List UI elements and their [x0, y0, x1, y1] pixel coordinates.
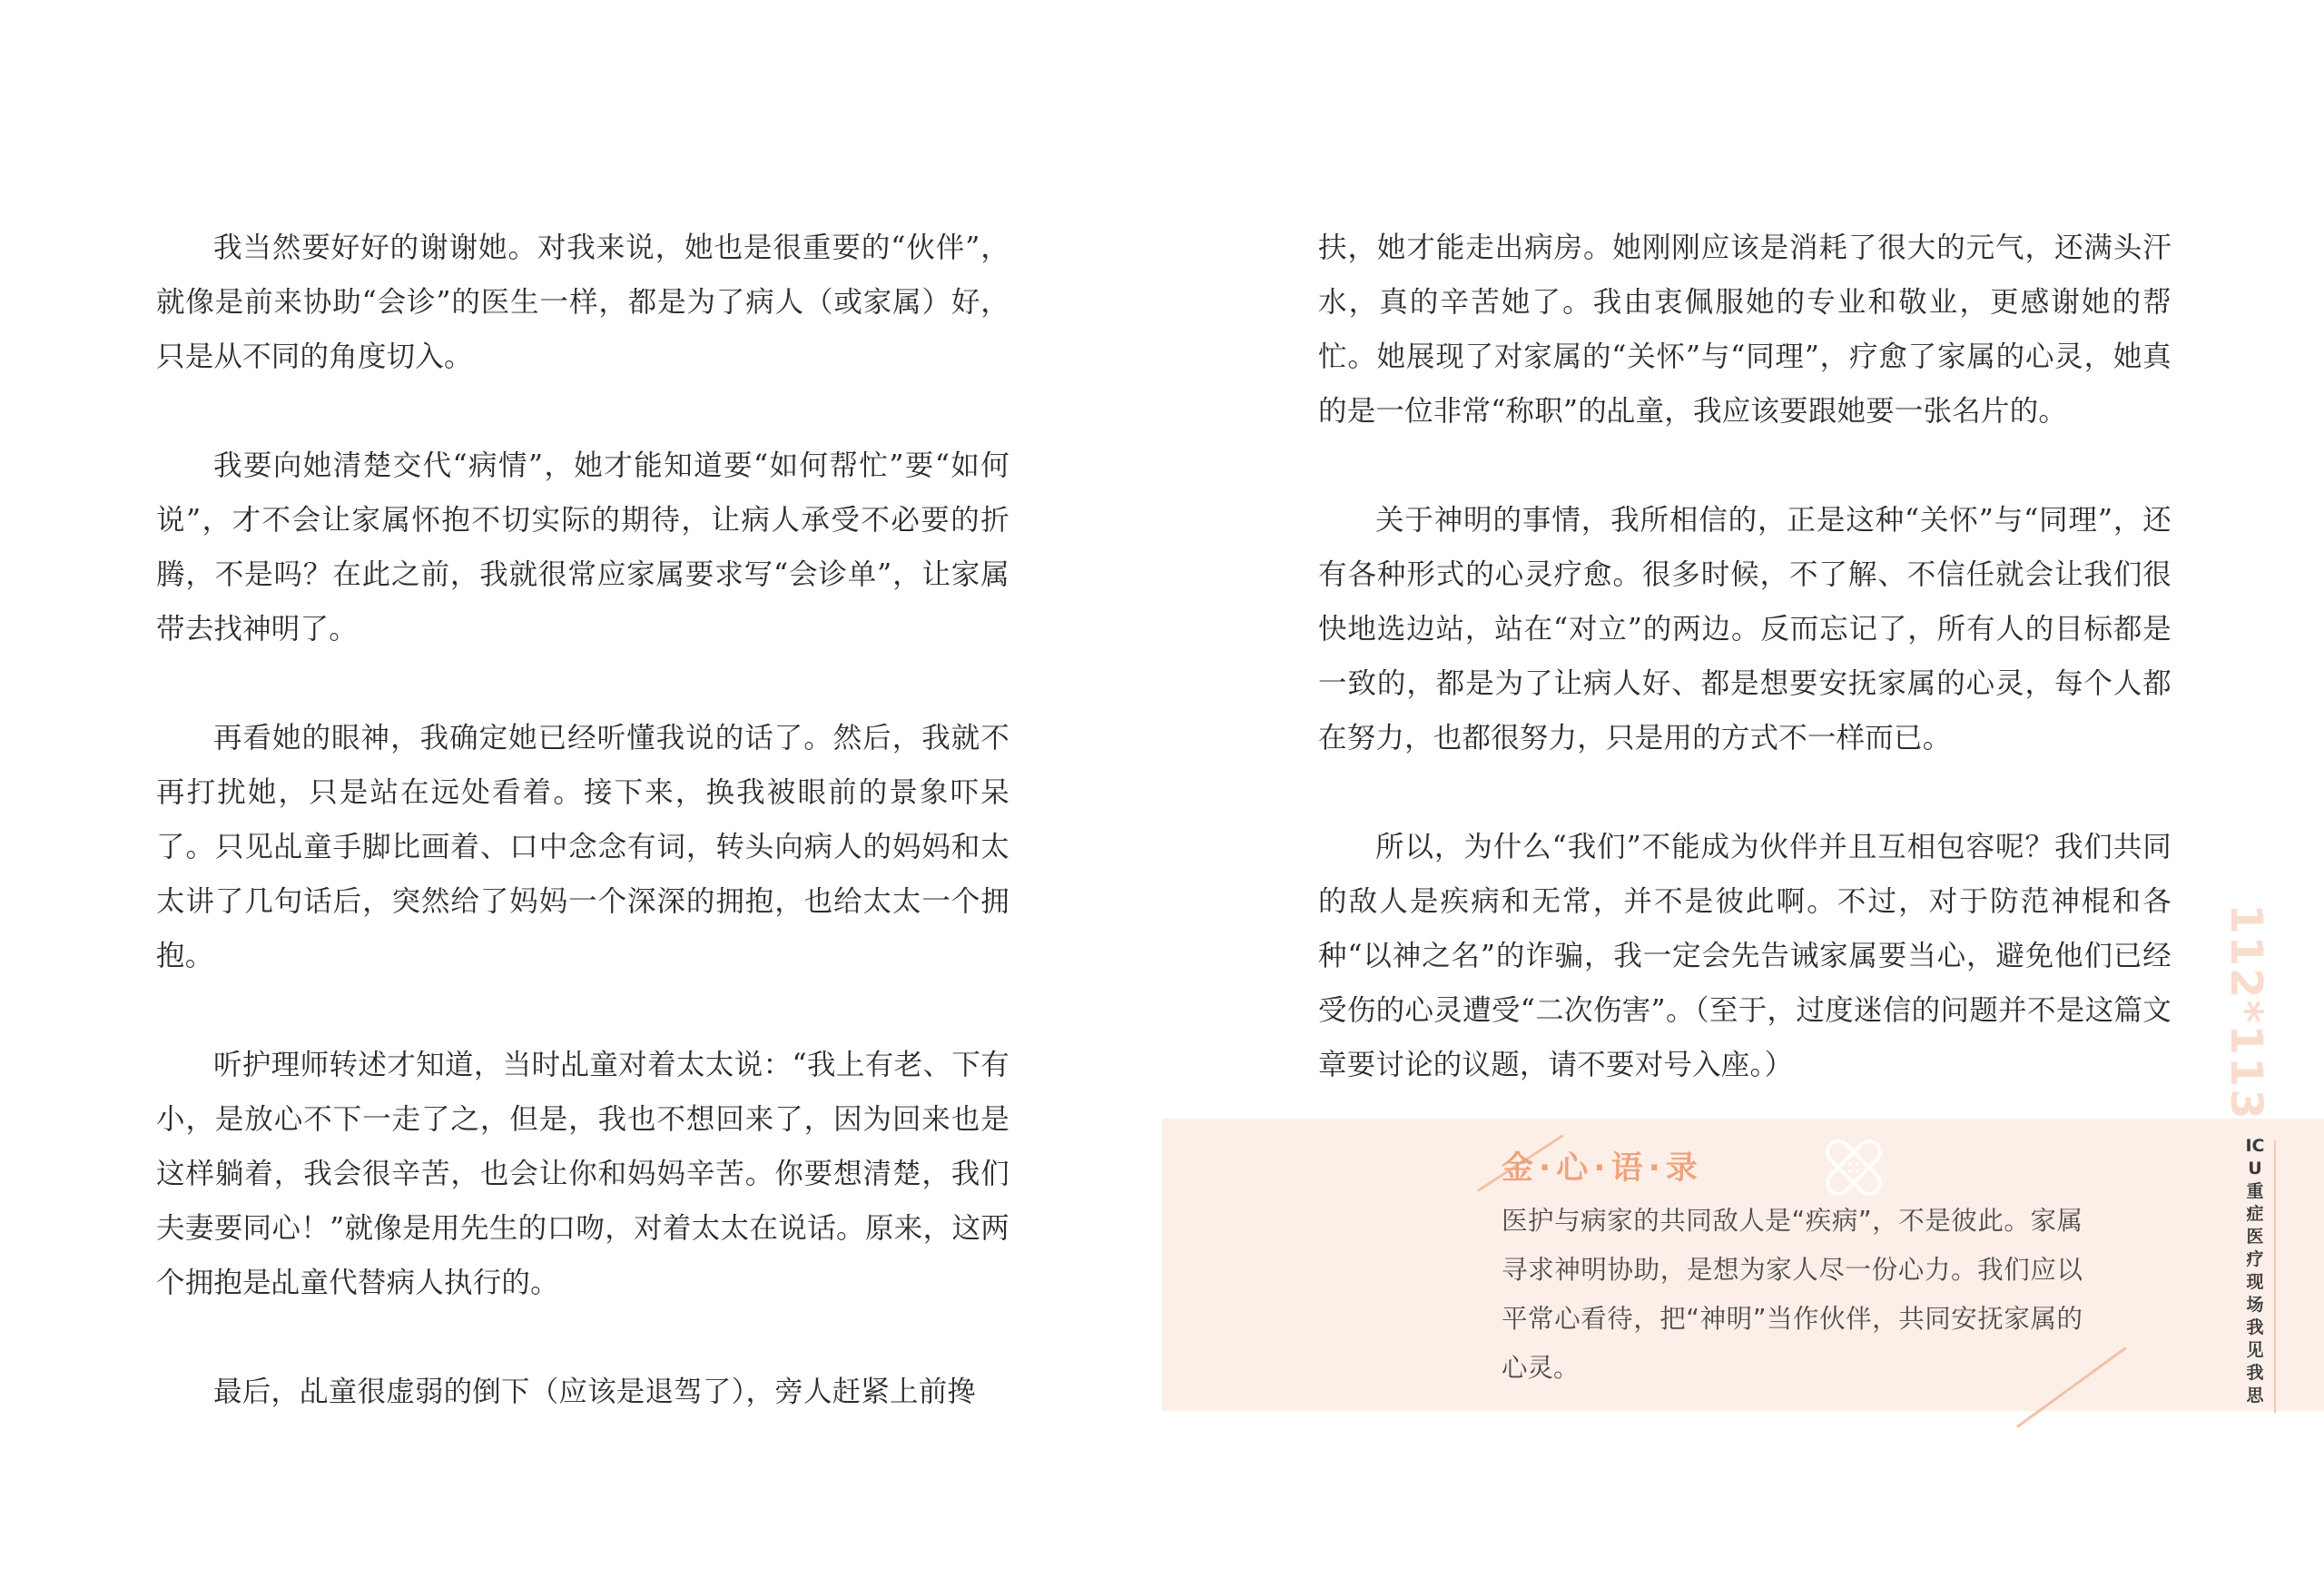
quote-body: 医护与病家的共同敌人是“疾病”，不是彼此。家属寻求神明协助，是想为家人尽一份心力。我们应以平常心看待，把“神明”当作伙伴，共同安抚家属的心灵。	[1502, 1206, 2083, 1383]
page-number-label	[2211, 903, 2280, 1121]
paragraph: 我要向她清楚交代“病情”，她才能知道要“如何帮忙”要“如何说”，才不会让家属怀抱不切实际的期待，让病人承受不必要的折腾，不是吗？在此之前，我就很常应家属要求写“会诊单”，让家属带去找神明了。	[156, 449, 1009, 646]
left-page-text-column	[156, 221, 1009, 1474]
paragraph: 扶，她才能走出病房。她刚刚应该是消耗了很大的元气，还满头汗水，真的辛苦她了。我由衷佩服她的专业和敬业，更感谢她的帮忙。她展现了对家属的“关怀”与“同理”，疗愈了家属的心灵，她真的是一位非常“称职”的乩童，我应该要跟她要一张名片的。	[1318, 232, 2171, 428]
bandage-icon	[1816, 1129, 1892, 1206]
paragraph: 关于神明的事情，我所相信的，正是这种“关怀”与“同理”，还有各种形式的心灵疗愈。很多时候，不了解、不信任就会让我们很快地选边站，站在“对立”的两边。反而忘记了，所有人的目标都是一致的，都是为了让病人好、都是想要安抚家属的心灵，每个人都在努力，也都很努力，只是用的方式不一样而已。	[1318, 504, 2171, 755]
paragraph: 所以，为什么“我们”不能成为伙伴并且互相包容呢？我们共同的敌人是疾病和无常，并不是彼此啊。不过，对于防范神棍和各种“以神之名”的诈骗，我一定会先告诫家属要当心，避免他们已经受伤的心灵遭受“二次伤害”。（至于，过度迷信的问题并不是这篇文章要讨论的议题，请不要对号入座。）	[1318, 831, 2171, 1081]
right-page-text-column	[1318, 221, 2171, 1147]
paragraph: 再看她的眼神，我确定她已经听懂我说的话了。然后，我就不再打扰她，只是站在远处看着。接下来，换我被眼前的景象吓呆了。只见乩童手脚比画着、口中念念有词，转头向病人的妈妈和太太讲了几句话后，突然给了妈妈一个深深的拥抱，也给太太一个拥抱。	[156, 722, 1009, 972]
paragraph: 听护理师转述才知道，当时乩童对着太太说：“我上有老、下有小，是放心不下一走了之，但是，我也不想回来了，因为回来也是这样躺着，我会很辛苦，也会让你和妈妈辛苦。你要想清楚，我们夫妻要同心！”就像是用先生的口吻，对着太太在说话。原来，这两个拥抱是乩童代替病人执行的。	[156, 1049, 1009, 1299]
page-numbers: 112*113	[2221, 903, 2271, 1121]
paragraph: 我当然要好好的谢谢她。对我来说，她也是很重要的“伙伴”，就像是前来协助“会诊”的医生一样，都是为了病人（或家属）好，只是从不同的角度切入。	[156, 232, 1009, 373]
book-title-vertical: ICU重症医疗现场我见我思	[2245, 1136, 2265, 1406]
paragraph: 最后，乩童很虚弱的倒下（应该是退驾了），旁人赶紧上前搀	[213, 1376, 977, 1408]
side-divider	[2274, 1140, 2276, 1413]
quote-title: 金·心·语·录	[1502, 1150, 1703, 1187]
